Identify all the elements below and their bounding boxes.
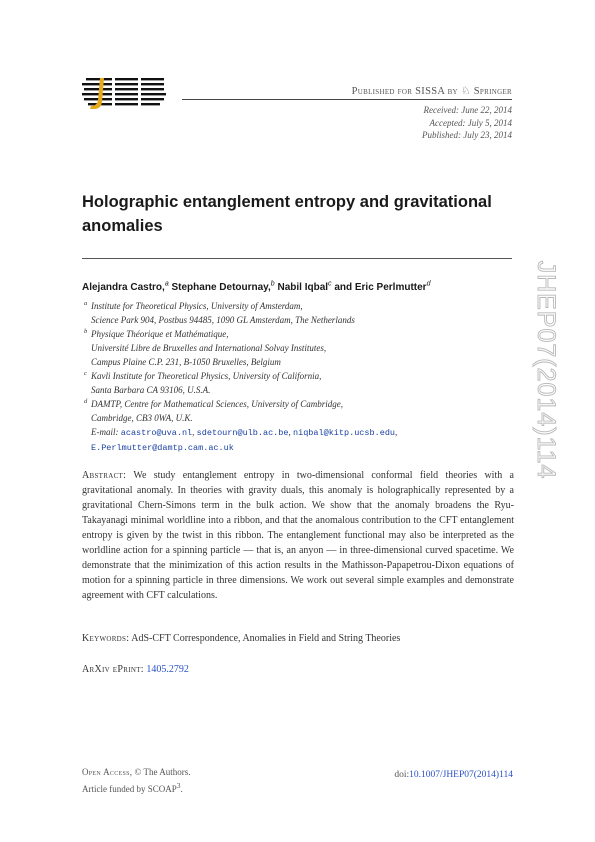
abstract-text: We study entanglement entropy in two-dimensional conformal field theories with a gravitational anomaly. In theories with gravity duals, this anomaly is holographically represented by a gravitational Chern-Simons term in the bulk action. We show that the anomaly broadens the Ryu-Takayanagi minimal worldline into a ribbon, and that the anomalous contribution to the CFT entanglement entropy is given by the twist in this ribbon. The entanglement functional may also be interpreted as the worldline action for a spinning particle — that is, an anyon — in three-dimensional curved spacetime. We demonstrate that the minimization of this action results in the Mathisson-Papapetrou-Dixon equations of motion for a spinning particle in three dimensions. We work out several simple examples and demonstrate agreement with CFT calculations. (82, 470, 514, 601)
affiliation-a: a Institute for Theoretical Physics, University of Amsterdam, (84, 300, 303, 311)
arxiv-eprint: ArXiv ePrint: 1405.2792 (82, 664, 189, 675)
keywords: Keywords: AdS-CFT Correspondence, Anomalies in Field and String Theories (82, 633, 401, 644)
side-stamp (525, 225, 575, 515)
email-link[interactable]: niqbal@kitp.ucsb.edu (293, 428, 396, 438)
side-stamp-text: JHEP07(2014)114 (532, 260, 560, 480)
affiliation-d: d DAMTP, Centre for Mathematical Sciences, University of Cambridge, (84, 398, 343, 409)
author: Nabil Iqbal$^c$ (277, 281, 332, 294)
springer-icon: ♘ (460, 86, 471, 97)
footer-license: Open Access, © The Authors. Article funded by SCOAP$^3$. (82, 767, 191, 794)
email-list: E-mail: acastro@uva.nl, sdetourn@ulb.ac.be, niqbal@kitp.ucsb.edu, (91, 427, 398, 438)
jhep-logo (82, 76, 168, 110)
paper-title: Holographic entanglement entropy and gravitational anomalies (82, 193, 492, 235)
author: Alejandra Castro,$^a$ (82, 281, 169, 294)
affiliation-b: b Physique Théorique et Mathématique, (84, 328, 229, 339)
author-list (82, 281, 522, 293)
email-link[interactable]: sdetourn@ulb.ac.be (196, 428, 289, 438)
accepted-date: Accepted: July 5, 2014 (429, 117, 512, 128)
footer-doi: doi:10.1007/JHEP07(2014)114 (394, 770, 513, 780)
received-date: Received: June 22, 2014 (423, 105, 512, 115)
header-rule (182, 99, 512, 100)
author: and Eric Perlmutter$^d$ (334, 281, 431, 294)
published-line: Published for SISSA by ♘ Springer (351, 86, 512, 97)
dates-block (330, 104, 512, 142)
email-link[interactable]: acastro@uva.nl (120, 428, 193, 438)
abstract-label: Abstract: (82, 470, 127, 481)
abstract (82, 468, 514, 603)
published-date: Published: July 23, 2014 (422, 130, 512, 140)
doi-link[interactable]: 10.1007/JHEP07(2014)114 (409, 770, 513, 780)
email-link[interactable]: E.Perlmutter@damtp.cam.ac.uk (91, 443, 234, 453)
title-rule (82, 258, 512, 259)
author: Stephane Detournay,$^b$ (171, 281, 275, 294)
affiliations: a Institute for Theoretical Physics, University of Amsterdam, Science Park 904, Postbus 94485, 1090 GL Amsterdam, The Netherlands b Physique Théorique et Mathématique, Université Libre de Bruxelles and International Solvay Institutes, Campus Plaine C.P. 231, B-1050 Bruxelles, Belgium c Kavli Institute for Theoretical Physics, University of California, Santa Barbara CA 93106, U.S.A. d DAMTP, Centre for Mathematical Sciences, University of Cambridge, Cambridge, CB3 0WA, U.K. E-mail: acastro@uva.nl, sdetourn@ulb.ac.be, niqbal@kitp.ucsb.edu, E.Perlmutter@damtp.cam.ac.uk (82, 299, 522, 455)
affiliation-c: c Kavli Institute for Theoretical Physics, University of California, (84, 370, 322, 381)
arxiv-link[interactable]: 1405.2792 (146, 664, 189, 675)
